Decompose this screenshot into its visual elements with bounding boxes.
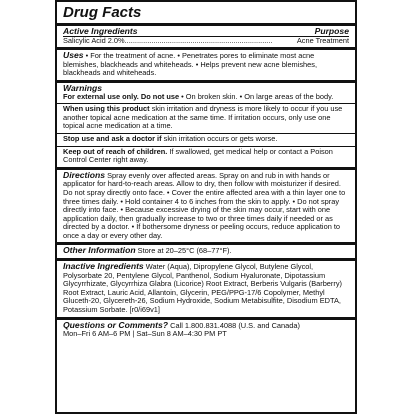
active-ingredients-section — [57, 26, 355, 47]
directions-heading: Directions — [63, 169, 106, 180]
questions-text: Call 1.800.831.4088 (U.S. and Canada) — [170, 320, 300, 330]
uses-heading: Uses — [63, 50, 84, 61]
active-purpose: Acne Treatment — [296, 35, 349, 45]
external-use-text: • On broken skin. • On large areas of the body. — [181, 91, 334, 101]
uses-text: • For the treatment of acne. • Penetrates pores to eliminate most acne blemishes, blackheads and whiteheads. • Helps prevent new acne blemishes, blackheads and whiteheads. — [63, 51, 318, 78]
other-information-section — [57, 245, 355, 258]
stop-use-label: Stop use and ask a doctor if — [63, 133, 162, 143]
inactive-ingredients-section — [57, 261, 355, 317]
warnings-heading: Warnings — [63, 82, 102, 93]
directions-section — [57, 170, 355, 243]
active-ingredient: Salicylic Acid 2.0% — [63, 35, 125, 45]
questions-heading: Questions or Comments? — [63, 319, 169, 330]
stop-use-section — [57, 134, 355, 146]
directions-text: Spray evenly over affected areas. Spray on and rub in with hands or applicator for hard-to-reach areas. Allow to dry, then follow with moisturizer if desired. Do not spray directly onto face. • Cover the entire affected area with a thin layer one to three times daily. • Hold container 4 to 6 inches from the skin to apply. • Do not spray directly into face. • Because excessive drying of the skin may occur, start with one application daily, then gradually increase to two or three times daily if needed or as directed by a doctor. • If bothersome dryness or peeling occurs, reduce application to once a day or every other day. — [63, 170, 346, 240]
other-information-text: Store at 20–25°C (68–77°F). — [137, 246, 232, 256]
inactive-ingredients-heading: Inactive Ingredients — [63, 261, 144, 272]
inactive-ingredients-text: Water (Aqua), Dipropylene Glycol, Butylene Glycol, Polysorbate 20, Pentylene Glycol, Panthenol, Sodium Hyaluronate, Dipotassium Glycyrrhizate, Glycyrrhiza Glabra (Licorice) Root Extract, Berberis Vulgaris (Barberry) Root Extract, Lauric Acid, Allantoin, Glycerin, PEG/PPG-17/6 Copolymer, Methyl Gluceth-20, Glycereth-26, Sodium Hydroxide, Sodium Metabisulfite, Disodium EDTA, Potassium Sorbate. [r0/i69v1] — [63, 262, 342, 315]
keep-out-label: Keep out of reach of children. — [63, 146, 168, 156]
questions-hours: Mon–Fri 6 AM–6 PM | Sat–Sun 8 AM–4:30 PM PT — [63, 329, 227, 339]
leader-dots: ........................................................................ — [124, 36, 273, 45]
active-ingredients-heading: Active Ingredients — [63, 26, 138, 36]
stop-use-text: skin irritation occurs or gets worse. — [163, 133, 278, 143]
keep-out-section — [57, 147, 355, 167]
warnings-section — [57, 83, 355, 103]
uses-section — [57, 50, 355, 80]
when-using-text: skin irritation and dryness is more likely to occur if you use another topical acne medication at the same time. If irritation occurs, only use one topical acne medication at a time. — [63, 104, 343, 131]
drug-facts-title: Drug Facts — [63, 4, 142, 21]
drug-facts-panel — [55, 0, 357, 414]
external-use-label: For external use only. Do not use — [63, 91, 180, 101]
when-using-label: When using this product — [63, 104, 150, 114]
when-using-section — [57, 104, 355, 133]
other-information-heading: Other Information — [63, 245, 136, 256]
questions-section — [57, 320, 355, 341]
purpose-heading: Purpose — [314, 26, 349, 36]
keep-out-text: If swallowed, get medical help or contact a Poison Control Center right away. — [63, 146, 333, 165]
